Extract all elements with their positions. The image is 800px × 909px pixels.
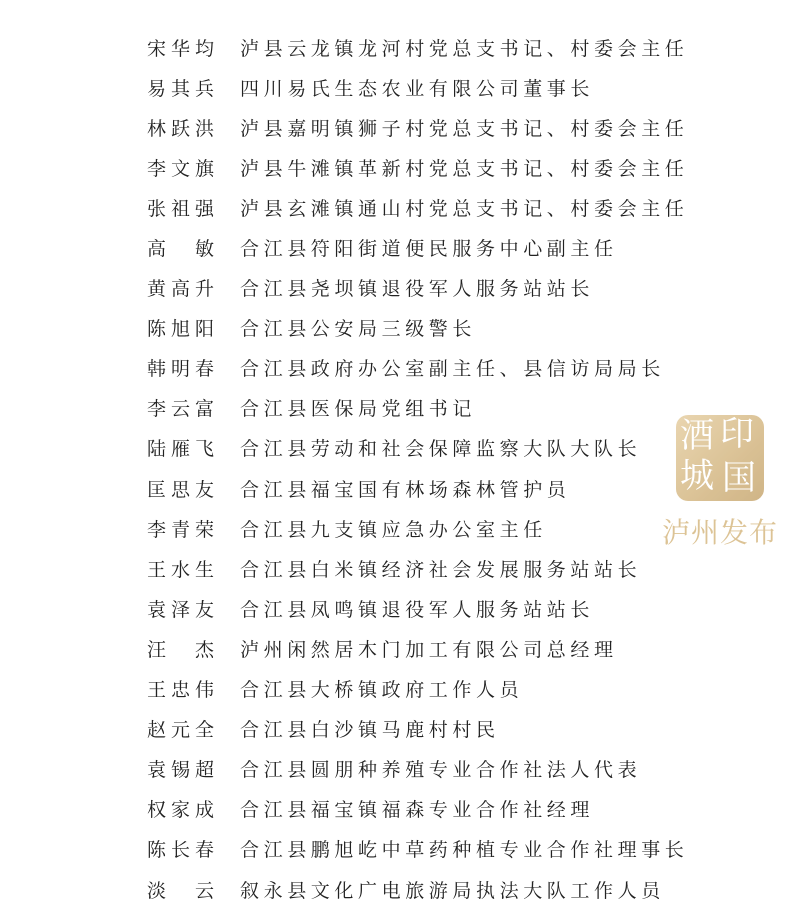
person-role: 合江县圆朋种养殖专业合作社法人代表 xyxy=(240,759,642,782)
person-name: 袁泽友 xyxy=(147,598,220,621)
person-role: 泸州闲然居木门加工有限公司总经理 xyxy=(240,638,618,661)
person-role: 泸县云龙镇龙河村党总支书记、村委会主任 xyxy=(240,37,689,60)
person-name: 黄高升 xyxy=(147,278,220,301)
person-name: 宋华均 xyxy=(147,37,220,60)
person-name: 林跃洪 xyxy=(147,117,220,140)
person-name: 陈旭阳 xyxy=(147,318,220,341)
honoree-list xyxy=(147,27,688,909)
person-role: 合江县凤鸣镇退役军人服务站站长 xyxy=(240,598,595,621)
list-item xyxy=(147,669,688,709)
person-role: 合江县九支镇应急办公室主任 xyxy=(240,518,547,541)
person-role: 泸县牛滩镇革新村党总支书记、村委会主任 xyxy=(240,157,689,180)
list-item xyxy=(147,508,688,548)
list-item xyxy=(147,388,688,428)
list-item xyxy=(147,27,688,67)
luzhou-fabu-watermark xyxy=(660,415,780,551)
logo-glyph: 国 xyxy=(722,458,756,498)
person-name: 权家成 xyxy=(147,799,220,822)
person-role: 合江县福宝镇福森专业合作社经理 xyxy=(240,799,595,822)
person-role: 泸县玄滩镇通山村党总支书记、村委会主任 xyxy=(240,197,689,220)
person-role: 四川易氏生态农业有限公司董事长 xyxy=(240,77,595,100)
list-item xyxy=(147,829,688,869)
list-item xyxy=(147,548,688,588)
list-item xyxy=(147,709,688,749)
person-role: 合江县公安局三级警长 xyxy=(240,318,477,341)
list-item xyxy=(147,268,688,308)
person-name: 匡思友 xyxy=(147,478,220,501)
person-role: 合江县大桥镇政府工作人员 xyxy=(240,679,524,702)
person-name: 高 敏 xyxy=(147,238,220,261)
person-role: 合江县政府办公室副主任、县信访局局长 xyxy=(240,358,665,381)
list-item xyxy=(147,107,688,147)
person-name: 赵元全 xyxy=(147,719,220,742)
person-role: 合江县白沙镇马鹿村村民 xyxy=(240,719,500,742)
list-item xyxy=(147,749,688,789)
person-role: 合江县医保局党组书记 xyxy=(240,398,477,421)
list-item xyxy=(147,187,688,227)
person-name: 陈长春 xyxy=(147,839,220,862)
jiucheng-logo-icon xyxy=(676,415,764,501)
person-name: 王水生 xyxy=(147,558,220,581)
list-item xyxy=(147,308,688,348)
list-item xyxy=(147,588,688,628)
person-name: 张祖强 xyxy=(147,197,220,220)
list-item xyxy=(147,789,688,829)
logo-glyph: 印 xyxy=(720,415,754,454)
person-role: 叙永县文化广电旅游局执法大队工作人员 xyxy=(240,879,665,902)
person-name: 王忠伟 xyxy=(147,679,220,702)
person-role: 合江县符阳街道便民服务中心副主任 xyxy=(240,238,618,261)
list-item xyxy=(147,147,688,187)
person-role: 泸县嘉明镇狮子村党总支书记、村委会主任 xyxy=(240,117,689,140)
person-name: 淡 云 xyxy=(147,879,220,902)
person-name: 汪 杰 xyxy=(147,638,220,661)
person-name: 陆雁飞 xyxy=(147,438,220,461)
person-role: 合江县白米镇经济社会发展服务站站长 xyxy=(240,558,642,581)
list-item xyxy=(147,67,688,107)
logo-glyph: 城 xyxy=(680,456,714,496)
list-item xyxy=(147,227,688,267)
logo-glyph: 酒 xyxy=(680,416,714,456)
person-name: 李云富 xyxy=(147,398,220,421)
person-name: 易其兵 xyxy=(147,77,220,100)
person-role: 合江县福宝国有林场森林管护员 xyxy=(240,478,571,501)
person-role: 合江县鹏旭屹中草药种植专业合作社理事长 xyxy=(240,839,689,862)
list-item xyxy=(147,468,688,508)
person-role: 合江县尧坝镇退役军人服务站站长 xyxy=(240,278,595,301)
person-name: 李青荣 xyxy=(147,518,220,541)
watermark-text: 泸州发布 xyxy=(661,516,778,549)
person-name: 袁锡超 xyxy=(147,759,220,782)
list-item xyxy=(147,628,688,668)
person-role: 合江县劳动和社会保障监察大队大队长 xyxy=(240,438,642,461)
person-name: 李文旗 xyxy=(147,157,220,180)
list-item xyxy=(147,428,688,468)
person-name: 韩明春 xyxy=(147,358,220,381)
list-item xyxy=(147,348,688,388)
